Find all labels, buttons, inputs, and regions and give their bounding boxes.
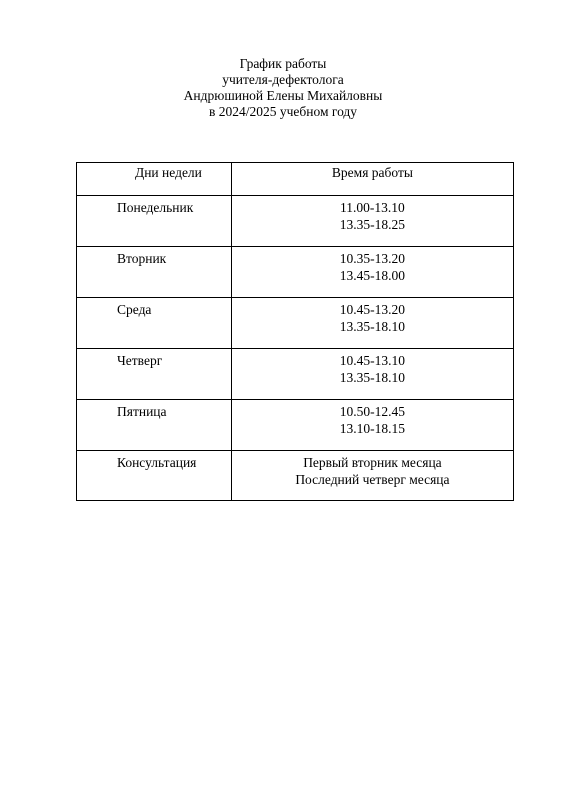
time-slot: 13.10-18.15 — [339, 421, 406, 436]
time-slot: 10.35-13.20 — [339, 251, 406, 266]
table-row — [77, 196, 514, 247]
time-slot: Первый вторник месяца — [303, 455, 442, 470]
table-row — [77, 400, 514, 451]
time-slot: 10.50-12.45 — [339, 404, 406, 419]
time-slot: 10.45-13.10 — [339, 353, 406, 368]
table-row — [77, 451, 514, 501]
schedule-table — [76, 162, 514, 501]
time-slot: 13.35-18.25 — [339, 217, 406, 232]
table-header-row — [77, 163, 514, 196]
time-slot: 13.35-18.10 — [339, 319, 406, 334]
time-slot: 13.35-18.10 — [339, 370, 406, 385]
time-cell — [231, 400, 513, 451]
header-day: Дни недели — [77, 163, 232, 196]
title-line-4: в 2024/2025 учебном году — [208, 104, 358, 119]
day-cell: Четверг — [77, 349, 232, 400]
time-slot: 13.45-18.00 — [339, 268, 406, 283]
time-slot: Последний четверг месяца — [295, 472, 450, 487]
time-cell — [231, 298, 513, 349]
time-cell — [231, 196, 513, 247]
day-cell: Понедельник — [77, 196, 232, 247]
day-cell: Среда — [77, 298, 232, 349]
table-row — [77, 247, 514, 298]
table-row — [77, 349, 514, 400]
time-cell — [231, 247, 513, 298]
title-line-2: учителя-дефектолога — [222, 72, 344, 87]
day-cell: Пятница — [77, 400, 232, 451]
document-title — [0, 56, 566, 120]
time-slot: 10.45-13.20 — [339, 302, 406, 317]
time-cell — [231, 349, 513, 400]
time-slot: 11.00-13.10 — [340, 200, 405, 215]
table-row — [77, 298, 514, 349]
day-cell: Консультация — [77, 451, 232, 501]
title-line-3: Андрюшиной Елены Михайловны — [183, 88, 383, 103]
header-time: Время работы — [231, 163, 513, 196]
time-cell — [231, 451, 513, 501]
title-line-1: График работы — [239, 56, 327, 71]
day-cell: Вторник — [77, 247, 232, 298]
